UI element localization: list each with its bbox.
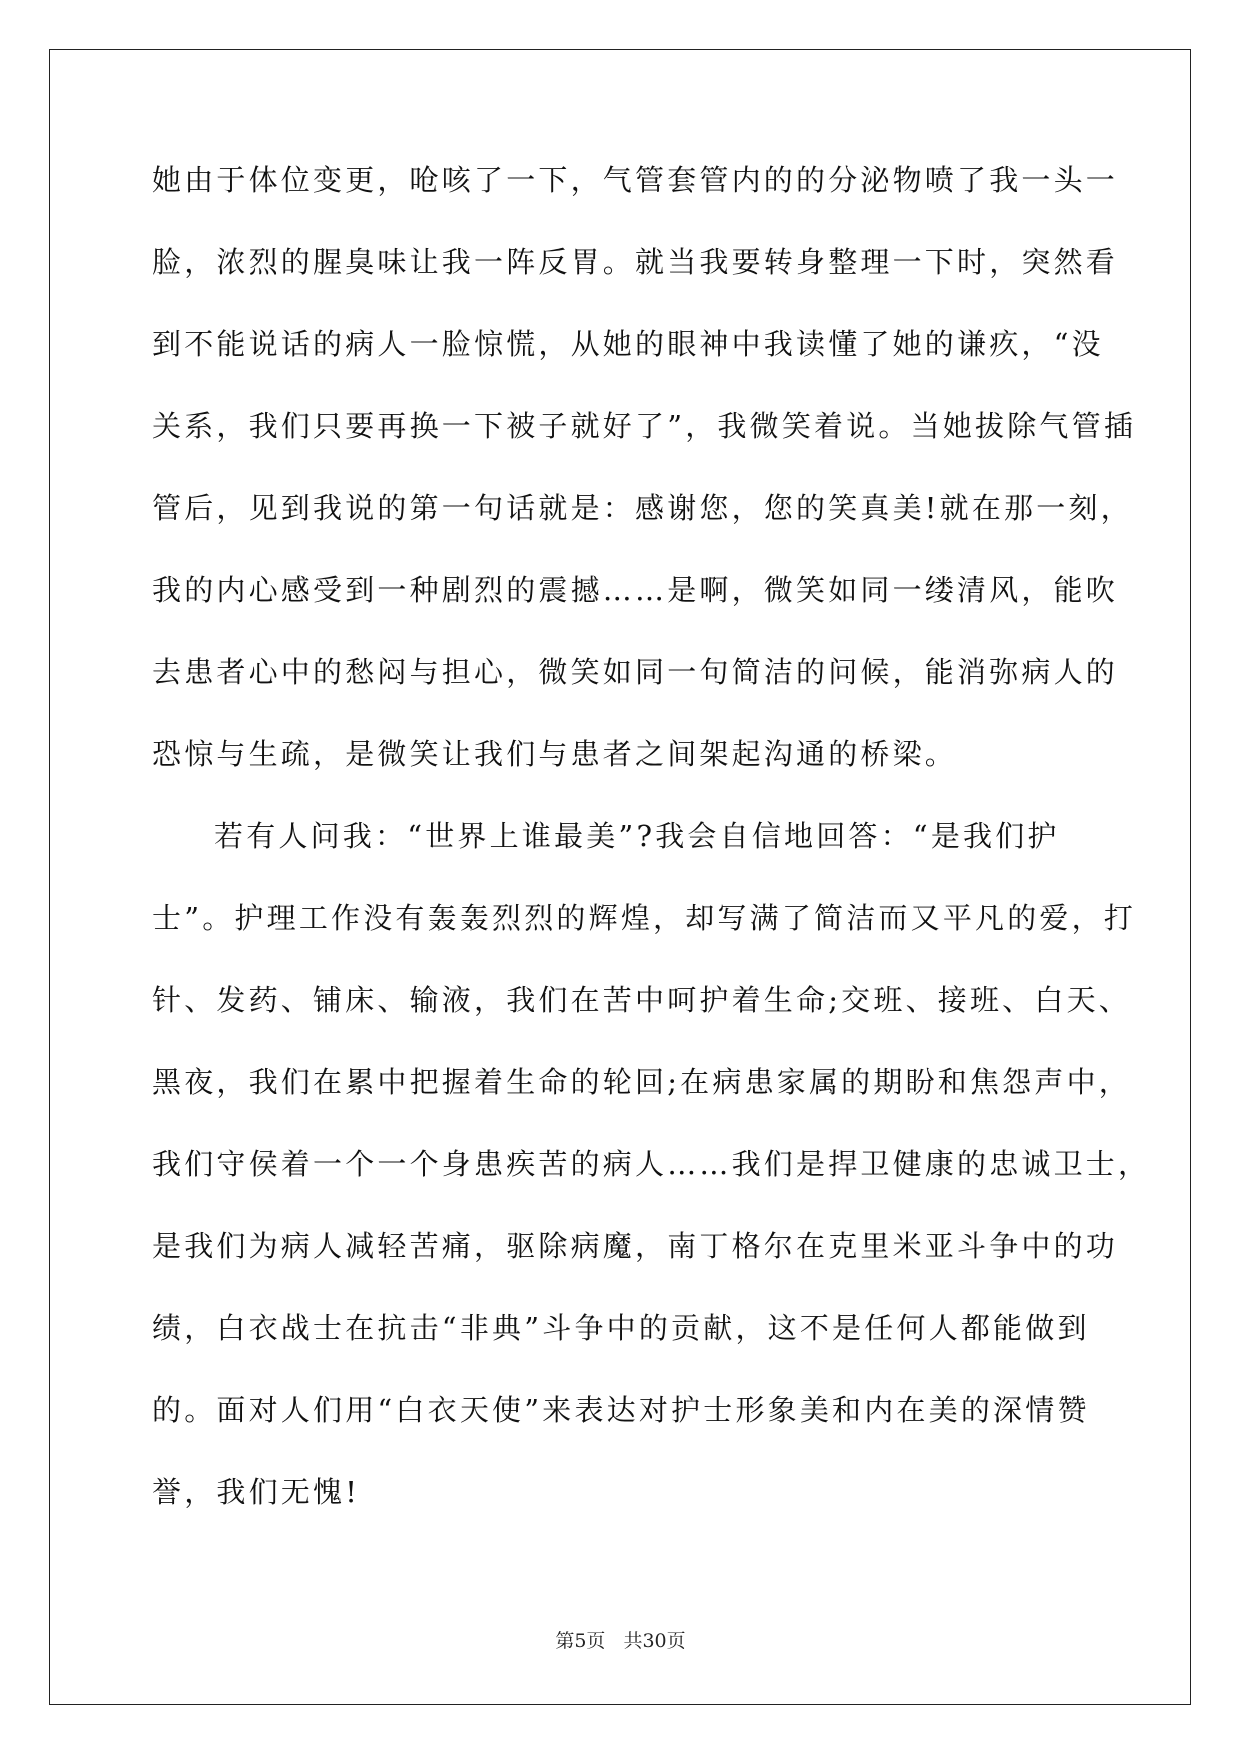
text-line: 绩，白衣战士在抗击“非典”斗争中的贡献，这不是任何人都能做到 [152,1311,1090,1345]
page-current: 第5页 [555,1630,606,1652]
text-line: 到不能说话的病人一脸惊慌，从她的眼神中我读懂了她的谦疚，“没 [152,327,1104,361]
text-line: 若有人问我：“世界上谁最美”?我会自信地回答：“是我们护 [214,819,1060,853]
text-line: 她由于体位变更，呛咳了一下，气管套管内的的分泌物喷了我一头一 [152,163,1119,197]
page-number-footer [0,1626,1241,1653]
text-line: 去患者心中的愁闷与担心，微笑如同一句简洁的问候，能消弥病人的 [152,655,1119,689]
text-line: 脸，浓烈的腥臭味让我一阵反胃。就当我要转身整理一下时，突然看 [152,245,1119,279]
text-line: 针、发药、铺床、输液，我们在苦中呵护着生命;交班、接班、白天、 [152,983,1131,1017]
text-line: 是我们为病人减轻苦痛，驱除病魔，南丁格尔在克里米亚斗争中的功 [152,1229,1119,1263]
document-body [152,152,1151,1546]
text-line: 黑夜，我们在累中把握着生命的轮回;在病患家属的期盼和焦怨声中， [152,1065,1131,1099]
text-line: 的。面对人们用“白衣天使”来表达对护士形象美和内在美的深情赞 [152,1393,1090,1427]
text-line: 我的内心感受到一种剧烈的震撼……是啊，微笑如同一缕清风，能吹 [152,573,1119,607]
page-total: 共30页 [623,1630,686,1652]
text-line: 恐惊与生疏，是微笑让我们与患者之间架起沟通的桥梁。 [152,737,958,771]
text-line: 我们守侯着一个一个身患疾苦的病人……我们是捍卫健康的忠诚卫士， [152,1147,1151,1181]
paragraph-1 [152,152,1137,808]
text-line: 管后，见到我说的第一句话就是：感谢您，您的笑真美!就在那一刻， [152,491,1133,525]
text-line: 誉，我们无愧! [152,1475,361,1509]
text-line: 关系，我们只要再换一下被子就好了”，我微笑着说。当她拔除气管插 [152,409,1137,443]
paragraph-2 [152,808,1151,1546]
text-line: 士”。护理工作没有轰轰烈烈的辉煌，却写满了简洁而又平凡的爱，打 [152,901,1137,935]
